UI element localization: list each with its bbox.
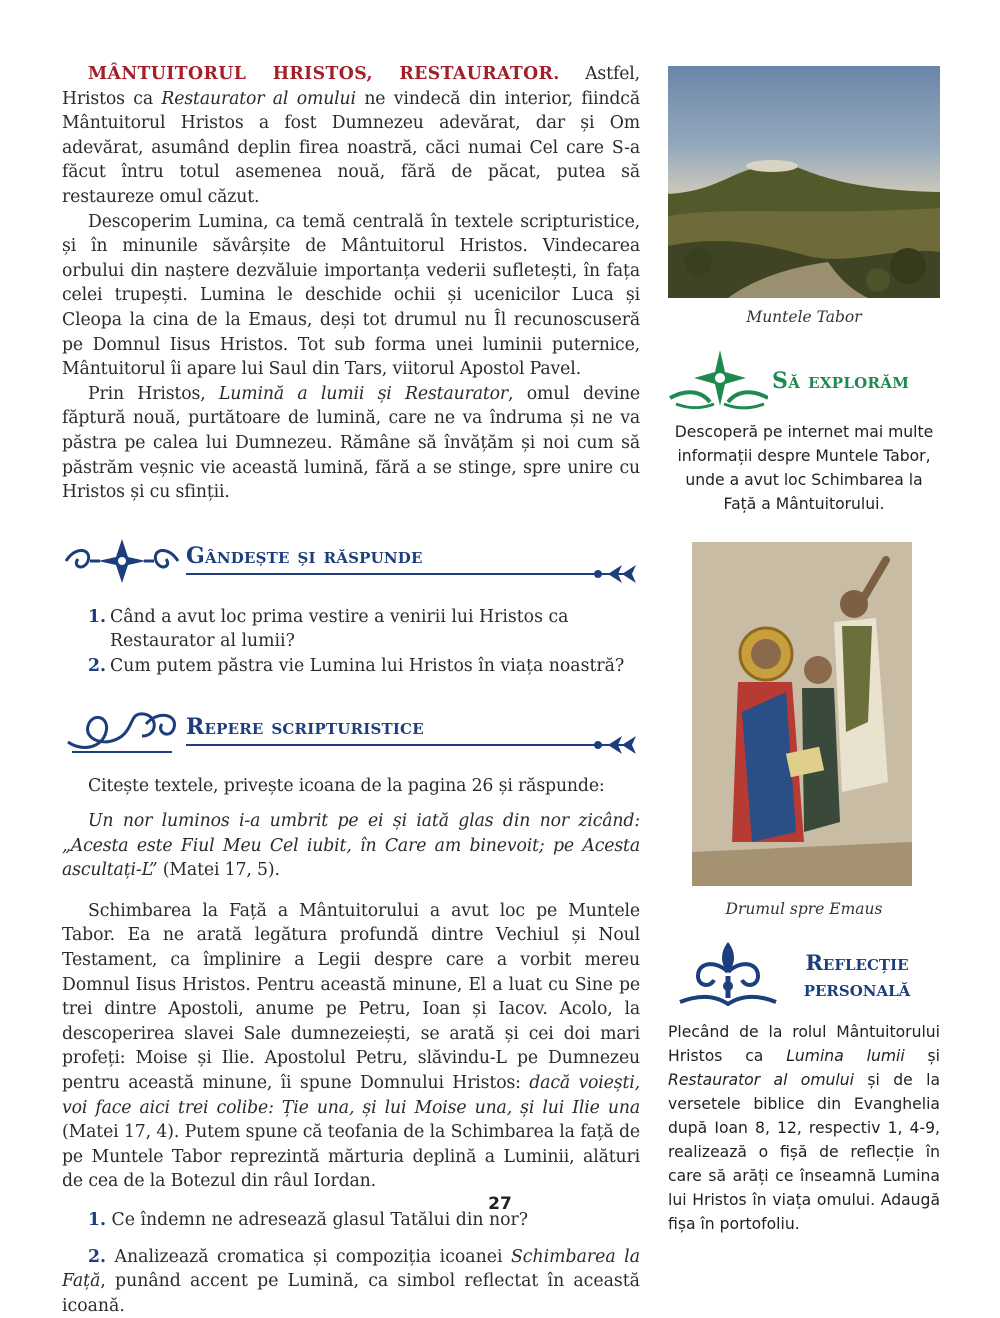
page-number: 27 bbox=[488, 1194, 512, 1214]
list-item: 1. Când a avut loc prima vestire a venirii lui Hristos ca Restaurator al lumii? bbox=[88, 606, 569, 652]
question-1: 1. Ce îndemn ne adresează glasul Tatălui din nor? bbox=[88, 1209, 529, 1230]
compass-star-icon bbox=[668, 348, 768, 412]
sidebar bbox=[668, 66, 940, 1236]
section-repere-heading bbox=[62, 702, 640, 766]
photo-mount-tabor bbox=[668, 66, 940, 298]
explore-text: Descoperă pe internet mai multe informații despre Muntele Tabor, unde a avut loc Schimbarea la Față a Mântuitorului. bbox=[674, 423, 934, 513]
question-2: 2. Analizează cromatica și compoziția icoanei Schimbarea la Față, punând accent pe Lumină, ca simbol reflectat în această icoană. bbox=[62, 1246, 640, 1316]
section-title: Să explorăm bbox=[772, 368, 910, 394]
question-list bbox=[62, 605, 640, 679]
reflection-heading bbox=[668, 940, 940, 1014]
scripture-quote: Un nor luminos i-a umbrit pe ei și iată glas din nor zicând: „Acesta este Fiul Meu Cel iubit, în Care am binevoit; pe Acesta ascultați-L” (Matei 17, 5). bbox=[62, 811, 640, 881]
section-title: Reflecție personală bbox=[803, 950, 911, 1001]
arrow-ornament-icon bbox=[592, 732, 638, 758]
scroll-ornament-icon bbox=[62, 702, 184, 764]
divider bbox=[186, 573, 626, 575]
paragraph-restaurator: MÂNTUITORUL HRISTOS, RESTAURATOR. Astfel, Hristos ca Restaurator al omului ne vindecă din interior, fiindcă Mântuitorul Hristos a fost Dumnezeu adevărat, dar și Om adevărat, asumând deplin firea noastră, căci numai Cel care S-a făcut întru totul asemenea nouă, fără de păcat, putea să restaureze omul căzut. bbox=[62, 64, 640, 207]
icon-emmaus-image bbox=[692, 542, 912, 886]
paragraph-prin-hristos: Prin Hristos, Lumină a lumii și Restaurator, omul devine făptură nouă, purtătoare de lumină, care ne va îndruma și ne va păstra pe calea lui Dumnezeu. Rămâne să învățăm și noi cum să păstrăm veșnic vie această lumină, fără a se stinge, spre unire cu Hristos și cu sfinții. bbox=[62, 383, 641, 503]
mosaic-icon-image bbox=[692, 542, 912, 886]
paragraph-schimbarea: Schimbarea la Față a Mântuitorului a avut loc pe Muntele Tabor. Ea ne arată legătura profundă dintre Vechiul și Noul Testament, ca împlinire a Legii despre care a vorbit mereu Domnul Iisus Hristos. Pentru această minune, El a luat cu Sine pe trei dintre Apostoli, anume pe Petru, Ioan și Iacov. Acolo, la descoperirea slavei Sale dumnezeiești, se arată și cei doi mari profeți: Moise și Ilie. Apostolul Petru, slăvindu-L pe Dumnezeu pentru această minune, îi spune Domnului Hristos: dacă voiești, voi face aici trei colibe: Ție una, și lui Moise una, și lui Ilie una (Matei 17, 4). Putem spune că teofania de la Schimbarea la față de pe Muntele Tabor reprezintă mărturia deplină a Luminii, alături de cea de la Botezul din râul Iordan. bbox=[62, 900, 640, 1192]
landscape-image bbox=[668, 66, 940, 298]
divider bbox=[186, 744, 626, 746]
reading-instruction: Citește textele, privește icoana de la pagina 26 și răspunde: bbox=[88, 776, 605, 797]
reflection-text: Plecând de la rolul Mântuitorului Hristos ca Lumina lumii și Restaurator al omului și de la versetele biblice din Evanghelia după Ioan 8, 12, respectiv 1, 4-9, realizează o fișă de reflecție în care să arăți ce înseamnă Lumina lui Hristos în viața omului. Adaugă fișa în portofoliu. bbox=[668, 1023, 940, 1233]
photo-caption: Muntele Tabor bbox=[746, 308, 862, 326]
section-gandeste-heading bbox=[62, 531, 640, 595]
arrow-ornament-icon bbox=[592, 561, 638, 587]
main-column bbox=[62, 62, 640, 1318]
filigree-ornament-icon bbox=[62, 531, 182, 591]
section-title: Gândește și răspunde bbox=[186, 542, 423, 569]
explore-heading bbox=[668, 346, 940, 416]
list-item: 2. Cum putem păstra vie Lumina lui Hristos în viața noastră? bbox=[88, 655, 625, 676]
icon-caption: Drumul spre Emaus bbox=[725, 900, 883, 918]
fleur-ornament-icon bbox=[676, 940, 780, 1010]
lead-heading: MÂNTUITORUL HRISTOS, RESTAURATOR. bbox=[88, 64, 560, 84]
section-title: Repere scripturistice bbox=[186, 714, 424, 741]
paragraph-lumina: Descoperim Lumina, ca temă centrală în textele scripturistice, și în minunile săvârșite de Mântuitorul Hristos. Vindecarea orbului din naștere dezvăluie importanța vederii sufletești, în fața celei trupești. Lumina le deschide ochii și ucenicilor Luca și Cleopa la cina de la Emaus, deși tot drumul nu Îl recunoscuseră pe Domnul Iisus Hristos. Tot sub forma unei luminii puternice, Mântuitorul îi apare lui Saul din Tars, viitorul Apostol Pavel. bbox=[62, 211, 640, 380]
